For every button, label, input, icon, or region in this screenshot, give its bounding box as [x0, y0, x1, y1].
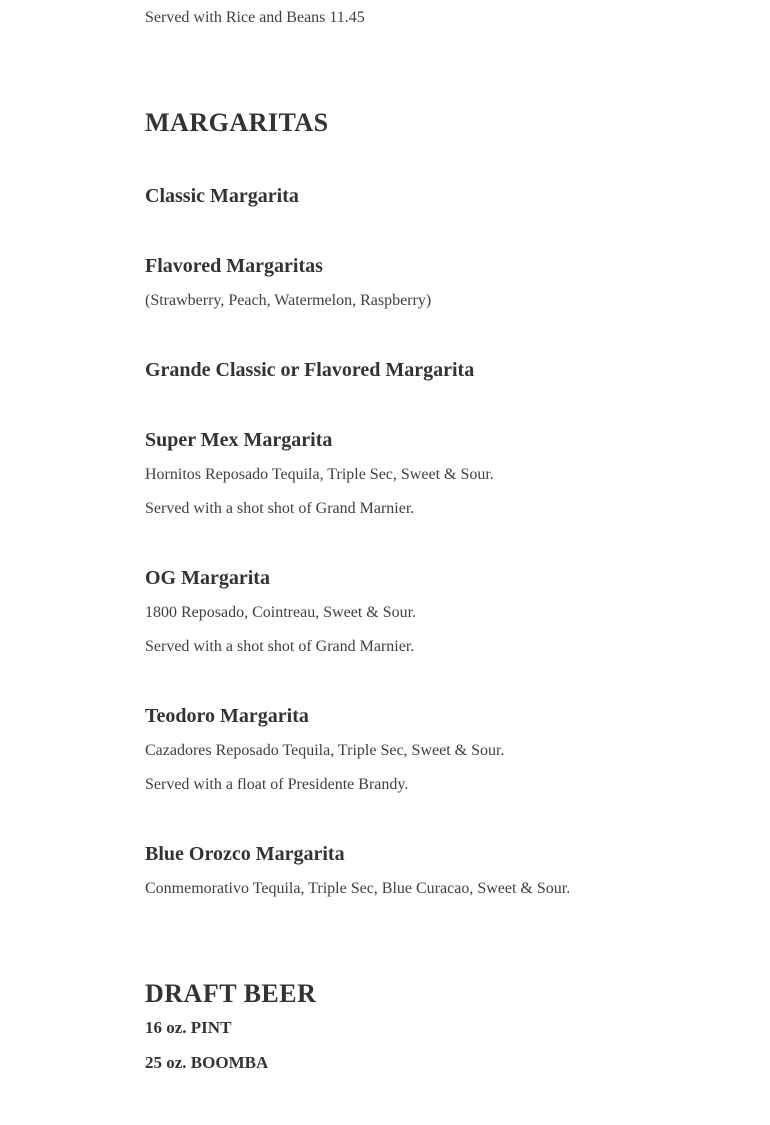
menu-item-description: Served with a float of Presidente Brandy.	[145, 776, 409, 793]
section-title-margaritas: MARGARITAS	[145, 108, 329, 137]
intro-note: Served with Rice and Beans 11.45	[145, 9, 365, 26]
menu-item-name-flavored-margaritas: Flavored Margaritas	[145, 255, 323, 277]
menu-item-name-og-margarita: OG Margarita	[145, 567, 270, 589]
menu-item-description: 1800 Reposado, Cointreau, Sweet & Sour.	[145, 604, 417, 621]
menu-item-name-classic-margarita: Classic Margarita	[145, 185, 299, 207]
menu-item-description: Served with a shot shot of Grand Marnier.	[145, 638, 415, 655]
section-draft-beer	[145, 978, 670, 1075]
section-title-draft-beer: DRAFT BEER	[145, 979, 317, 1008]
beer-size-boomba: 25 oz. BOOMBA	[145, 1053, 269, 1072]
menu-item-name-blue-orozco-margarita: Blue Orozco Margarita	[145, 843, 345, 865]
menu-item-name-grande-margarita: Grande Classic or Flavored Margarita	[145, 359, 475, 381]
menu-item-name-super-mex-margarita: Super Mex Margarita	[145, 429, 333, 451]
menu-item-description: Served with a shot shot of Grand Marnier.	[145, 500, 415, 517]
menu-item-description: Hornitos Reposado Tequila, Triple Sec, Sweet & Sour.	[145, 466, 494, 483]
menu-item-description: Conmemorativo Tequila, Triple Sec, Blue Curacao, Sweet & Sour.	[145, 880, 571, 897]
menu-item-name-teodoro-margarita: Teodoro Margarita	[145, 705, 309, 727]
menu-item-description: (Strawberry, Peach, Watermelon, Raspberry)	[145, 292, 432, 309]
section-margaritas	[145, 107, 670, 901]
beer-size-pint: 16 oz. PINT	[145, 1018, 232, 1037]
menu-item-description: Cazadores Reposado Tequila, Triple Sec, Sweet & Sour.	[145, 742, 505, 759]
